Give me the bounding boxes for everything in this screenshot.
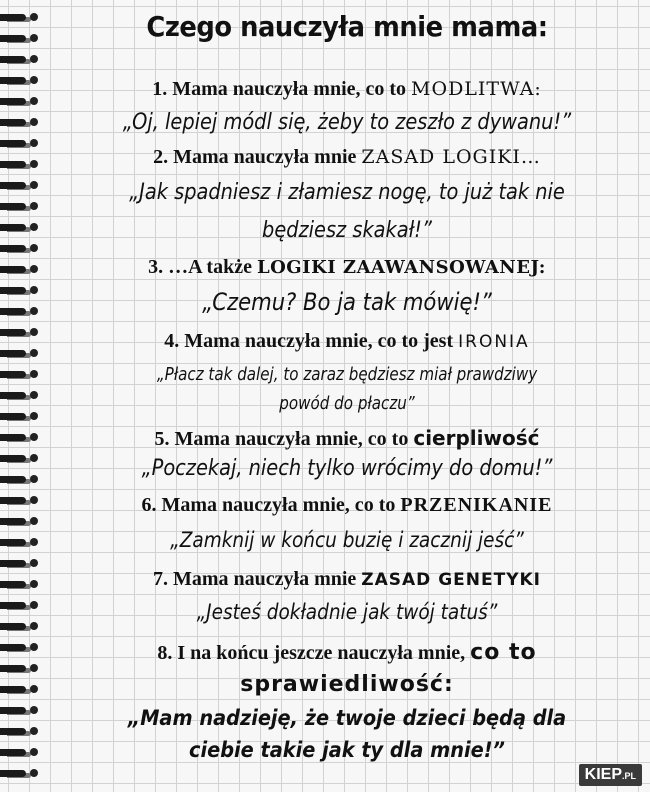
- item-8-heading: 8. I na końcu jeszcze nauczyła mnie, co to: [157, 640, 537, 665]
- item-3-keyword: LOGIKI ZAAWANSOWANEJ:: [256, 257, 546, 278]
- punch-hole: [30, 13, 38, 21]
- punch-hole: [30, 391, 38, 399]
- spiral-ring: [0, 203, 26, 210]
- item-7-heading: 7. Mama nauczyła mnie ZASAD GENETYKI: [152, 568, 542, 590]
- punch-hole: [30, 307, 38, 315]
- spiral-ring: [0, 749, 26, 756]
- punch-hole: [30, 181, 38, 189]
- spiral-ring: [0, 770, 26, 777]
- spiral-ring: [0, 77, 26, 84]
- punch-hole: [30, 244, 38, 252]
- punch-hole: [30, 727, 38, 735]
- item-6-quote: „Zamknij w końcu buzię i zacznij jeść”: [170, 528, 524, 552]
- spiral-ring: [0, 476, 26, 483]
- item-5-keyword: cierpliwość: [413, 426, 540, 450]
- item-2-heading: 2. Mama nauczyła mnie ZASAD LOGIKI…: [153, 146, 541, 168]
- spiral-ring: [0, 560, 26, 567]
- spiral-ring: [0, 329, 26, 336]
- punch-hole: [30, 286, 38, 294]
- spiral-ring: [0, 707, 26, 714]
- item-8-heading-line-2: [52, 672, 642, 697]
- spiral-ring: [0, 56, 26, 63]
- item-2-keyword: ZASAD LOGIKI…: [361, 146, 541, 168]
- item-1-quote: „Oj, lepiej módl się, żeby to zeszło z dywanu!”: [122, 110, 572, 135]
- spiral-ring: [0, 581, 26, 588]
- punch-hole: [30, 160, 38, 168]
- site-logo: KIEP.PL: [579, 764, 642, 786]
- spiral-ring: [0, 392, 26, 399]
- spiral-ring: [0, 728, 26, 735]
- item-7-keyword: ZASAD GENETYKI: [361, 570, 542, 590]
- spiral-ring: [0, 14, 26, 21]
- punch-hole: [30, 202, 38, 210]
- item-6-keyword: PRZENIKANIE: [400, 494, 553, 516]
- punch-hole: [30, 769, 38, 777]
- punch-hole: [30, 76, 38, 84]
- punch-hole: [30, 559, 38, 567]
- spiral-ring: [0, 350, 26, 357]
- punch-hole: [30, 580, 38, 588]
- spiral-ring: [0, 413, 26, 420]
- punch-hole: [30, 622, 38, 630]
- item-4-quote-line-1: „Płacz tak dalej, to zaraz będziesz miał prawdziwy: [156, 364, 538, 385]
- punch-hole: [30, 118, 38, 126]
- punch-hole: [30, 55, 38, 63]
- punch-hole: [30, 328, 38, 336]
- spiral-ring: [0, 518, 26, 525]
- punch-hole: [30, 517, 38, 525]
- item-1-keyword: MODLITWA:: [411, 78, 542, 100]
- spiral-ring: [0, 602, 26, 609]
- punch-hole: [30, 370, 38, 378]
- punch-hole: [30, 433, 38, 441]
- punch-hole: [30, 538, 38, 546]
- item-8-keyword: co to: [470, 640, 537, 665]
- punch-hole: [30, 706, 38, 714]
- spiral-ring: [0, 98, 26, 105]
- item-4-keyword: IRONIA: [458, 332, 530, 352]
- punch-hole: [30, 454, 38, 462]
- spiral-ring: [0, 266, 26, 273]
- spiral-ring: [0, 35, 26, 42]
- spiral-ring: [0, 140, 26, 147]
- spiral-ring: [0, 119, 26, 126]
- spiral-ring: [0, 623, 26, 630]
- item-3-heading: 3. …A także LOGIKI ZAAWANSOWANEJ:: [148, 256, 546, 278]
- spiral-ring: [0, 539, 26, 546]
- spiral-binding: [0, 0, 48, 792]
- item-7-quote: „Jesteś dokładnie jak twój tatuś”: [196, 600, 498, 624]
- punch-hole: [30, 496, 38, 504]
- punch-hole: [30, 685, 38, 693]
- punch-hole: [30, 601, 38, 609]
- punch-hole: [30, 97, 38, 105]
- item-4-heading: 4. Mama nauczyła mnie, co to jest IRONIA: [164, 330, 530, 352]
- item-4-quote-line-2: powód do płaczu”: [279, 393, 415, 414]
- punch-hole: [30, 34, 38, 42]
- item-5-heading: 5. Mama nauczyła mnie, co to cierpliwość: [154, 426, 540, 450]
- punch-hole: [30, 748, 38, 756]
- item-5-quote: „Poczekaj, niech tylko wrócimy do domu!”: [141, 456, 553, 481]
- item-8-quote-line-1: „Mam nadzieję, że twoje dzieci będą dla: [127, 706, 567, 730]
- item-1-heading: 1. Mama nauczyła mnie, co to MODLITWA:: [152, 78, 542, 100]
- punch-hole: [30, 265, 38, 273]
- spiral-ring: [0, 308, 26, 315]
- item-3-quote: „Czemu? Bo ja tak mówię!”: [202, 288, 492, 316]
- punch-hole: [30, 223, 38, 231]
- spiral-ring: [0, 371, 26, 378]
- spiral-ring: [0, 434, 26, 441]
- item-6-heading: 6. Mama nauczyła mnie, co to PRZENIKANIE: [141, 494, 553, 516]
- spiral-ring: [0, 182, 26, 189]
- spiral-ring: [0, 245, 26, 252]
- punch-hole: [30, 139, 38, 147]
- spiral-ring: [0, 497, 26, 504]
- spiral-ring: [0, 455, 26, 462]
- punch-hole: [30, 664, 38, 672]
- punch-hole: [30, 412, 38, 420]
- punch-hole: [30, 475, 38, 483]
- item-2-quote-line-1: „Jak spadniesz i złamiesz nogę, to już tak nie: [129, 180, 565, 205]
- item-8-keyword-2: sprawiedliwość:: [240, 672, 454, 697]
- spiral-ring: [0, 665, 26, 672]
- punch-hole: [30, 643, 38, 651]
- item-2-quote-line-2: będziesz skakał!”: [262, 218, 432, 243]
- spiral-ring: [0, 287, 26, 294]
- spiral-ring: [0, 224, 26, 231]
- spiral-ring: [0, 686, 26, 693]
- page-title: Czego nauczyła mnie mama:: [146, 10, 548, 43]
- punch-hole: [30, 349, 38, 357]
- item-8-quote-line-2: ciebie takie jak ty dla mnie!”: [189, 738, 505, 762]
- spiral-ring: [0, 644, 26, 651]
- spiral-ring: [0, 161, 26, 168]
